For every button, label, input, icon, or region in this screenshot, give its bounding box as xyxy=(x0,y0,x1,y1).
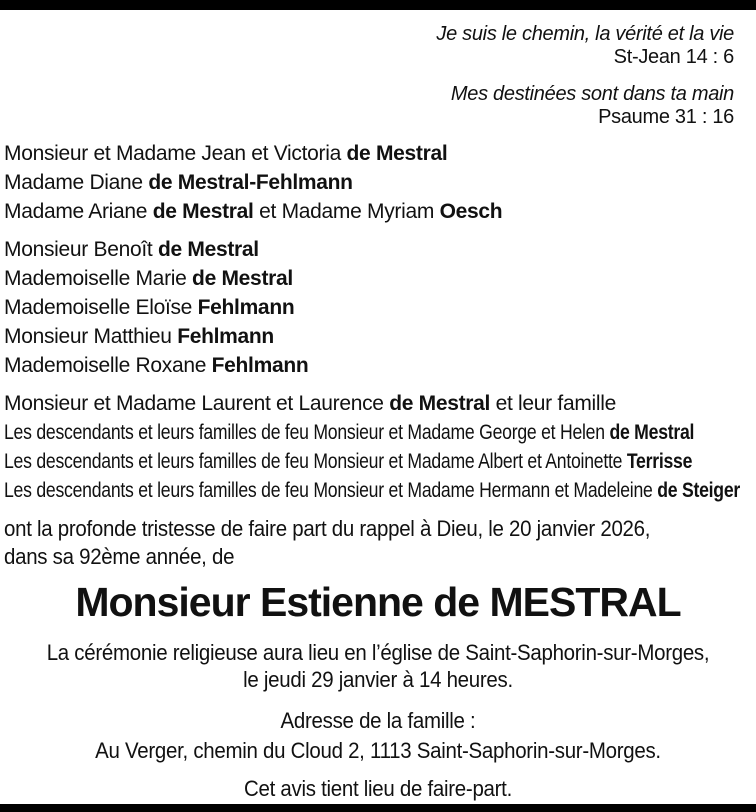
ceremony-line: le jeudi 29 janvier à 14 heures. xyxy=(243,667,513,692)
footer-line: Cet avis tient lieu de faire-part. xyxy=(243,776,512,801)
family-line-text: et leur famille xyxy=(490,392,616,415)
quote-text: Mes destinées sont dans ta main xyxy=(450,83,734,105)
ceremony-details xyxy=(0,639,756,693)
family-line xyxy=(4,418,695,447)
notice-content xyxy=(0,10,756,802)
family-list xyxy=(0,139,756,505)
family-line-text: Les descendants et leurs familles de feu Monsieur et Madame Albert et Antoinette xyxy=(4,450,627,473)
family-line-text: Monsieur et Madame Laurent et Laurence xyxy=(4,392,390,415)
quote-pair xyxy=(0,23,734,69)
family-line-text: Monsieur Benoît xyxy=(4,238,158,261)
family-surname: de Mestral xyxy=(389,392,491,415)
notice-footer xyxy=(0,775,756,802)
family-surname: de Mestral xyxy=(346,142,448,165)
family-surname: de Mestral xyxy=(609,421,695,444)
family-group xyxy=(4,389,756,505)
family-surname: Fehlmann xyxy=(211,354,309,377)
bottom-border-rule xyxy=(0,804,756,812)
family-surname: Fehlmann xyxy=(177,325,274,348)
family-surname: Oesch xyxy=(439,200,503,223)
family-surname: Terrisse xyxy=(626,450,693,473)
quote-pair xyxy=(0,83,734,129)
family-line-text: Les descendants et leurs familles de feu Monsieur et Madame Hermann et Madeleine xyxy=(4,479,658,502)
family-group xyxy=(4,235,756,380)
quote-text: Je suis le chemin, la vérité et la vie xyxy=(436,23,734,45)
family-line xyxy=(4,389,756,418)
family-line-text: Madame Ariane xyxy=(4,200,153,223)
family-surname: de Steiger xyxy=(657,479,740,502)
deceased-name-title: Monsieur Estienne de MESTRAL xyxy=(75,579,681,625)
family-line xyxy=(4,476,740,505)
family-line-text: Mademoiselle Eloïse xyxy=(4,296,198,319)
family-line-text: Mademoiselle Marie xyxy=(4,267,193,290)
family-address xyxy=(0,706,756,766)
scripture-quotes xyxy=(0,10,756,129)
family-group xyxy=(4,139,756,226)
address-line: Au Verger, chemin du Cloud 2, 1113 Saint-Saphorin-sur-Morges. xyxy=(95,738,661,763)
family-line-text: Les descendants et leurs familles de feu Monsieur et Madame George et Helen xyxy=(4,421,610,444)
family-line-text: Monsieur et Madame Jean et Victoria xyxy=(4,142,347,165)
family-line xyxy=(4,322,756,351)
family-surname: de Mestral-Fehlmann xyxy=(148,171,353,194)
family-line xyxy=(4,235,756,264)
family-line-text: Madame Diane xyxy=(4,171,149,194)
family-line-text: Monsieur Matthieu xyxy=(4,325,178,348)
family-line xyxy=(4,168,756,197)
announcement-line: dans sa 92ème année, de xyxy=(4,544,235,569)
quote-reference: Psaume 31 : 16 xyxy=(598,106,734,128)
family-line xyxy=(4,139,756,168)
address-heading: Adresse de la famille : xyxy=(280,708,476,733)
family-surname: Fehlmann xyxy=(197,296,295,319)
family-surname: de Mestral xyxy=(192,267,293,290)
family-line-text: et Madame Myriam xyxy=(253,200,440,223)
quote-reference: St-Jean 14 : 6 xyxy=(613,46,734,68)
top-border-rule xyxy=(0,0,756,10)
family-surname: de Mestral xyxy=(157,238,259,261)
family-line-text: Mademoiselle Roxane xyxy=(4,354,212,377)
family-line xyxy=(4,293,756,322)
family-line xyxy=(4,447,693,476)
family-surname: de Mestral xyxy=(152,200,254,223)
ceremony-line: La cérémonie religieuse aura lieu en l’église de Saint-Saphorin-sur-Morges, xyxy=(46,640,710,665)
family-line xyxy=(4,351,756,380)
announcement-paragraph xyxy=(0,515,756,571)
family-line xyxy=(4,197,756,226)
family-line xyxy=(4,264,756,293)
announcement-line: ont la profonde tristesse de faire part du rappel à Dieu, le 20 janvier 2026, xyxy=(4,516,651,541)
